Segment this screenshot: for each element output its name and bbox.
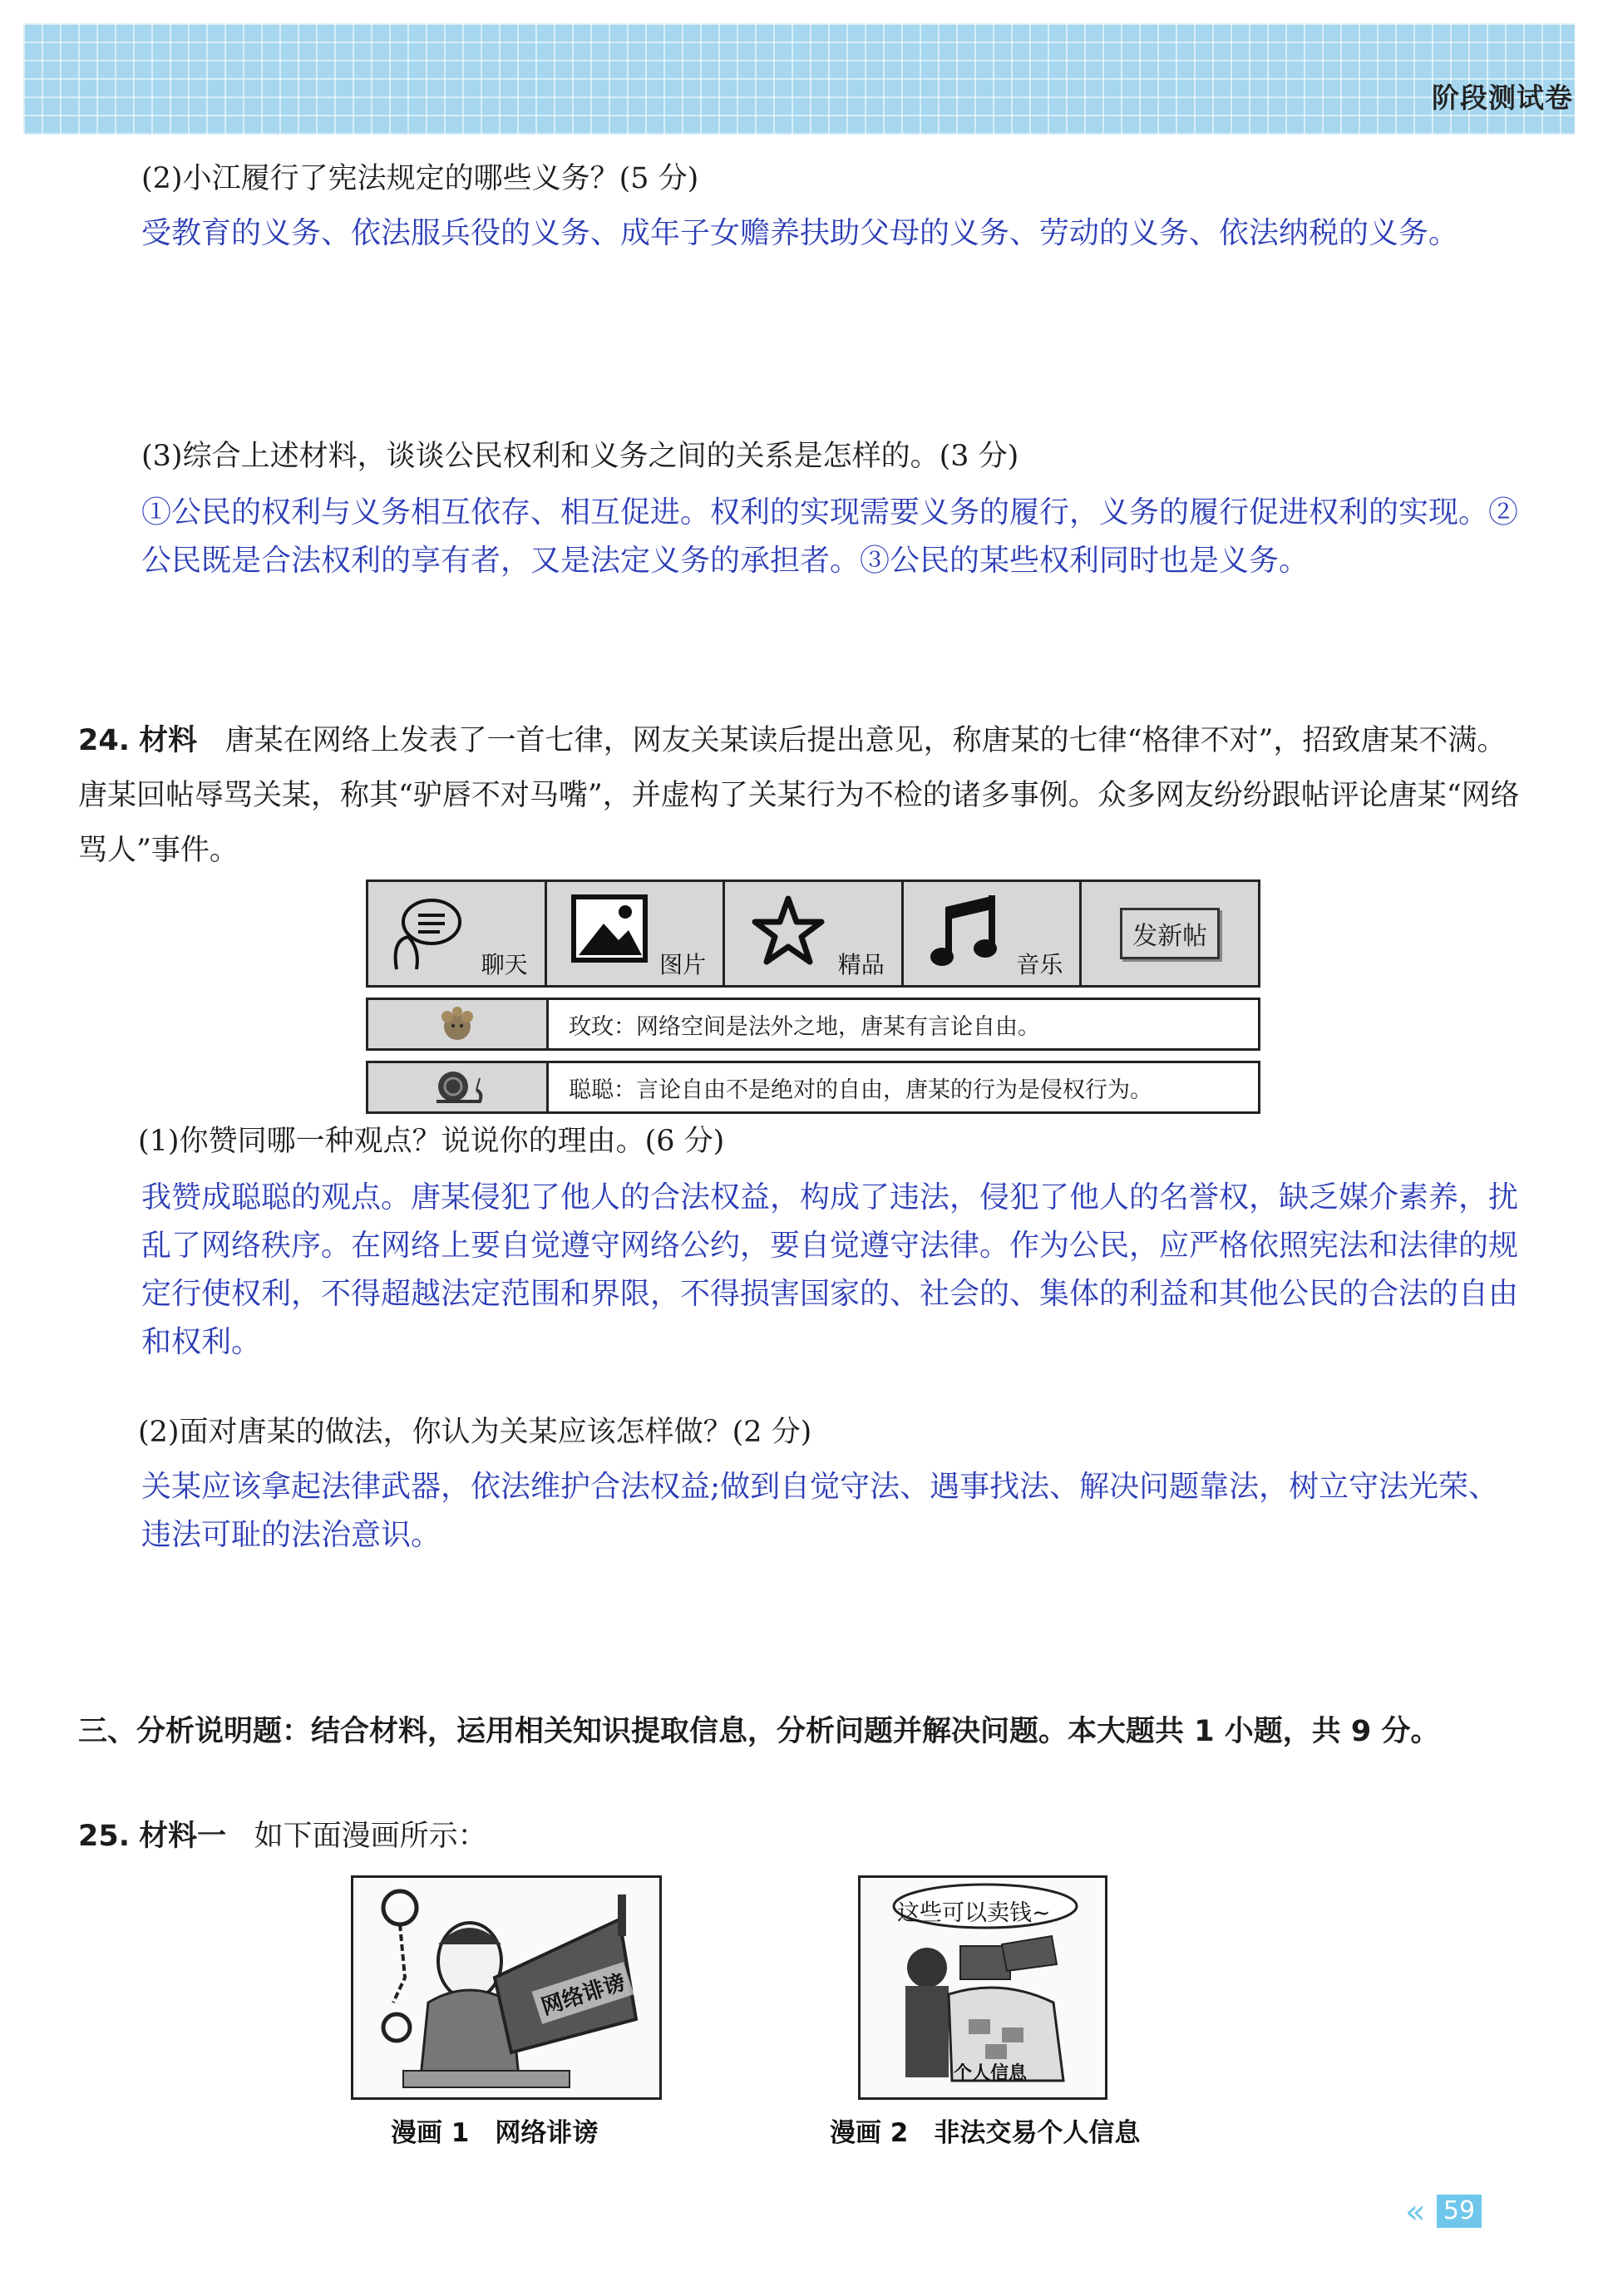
toolbar-featured[interactable] bbox=[725, 882, 904, 985]
toolbar-label-picture: 图片 bbox=[659, 951, 707, 978]
snail-avatar-icon bbox=[428, 1068, 486, 1106]
star-icon bbox=[750, 894, 826, 967]
picture-icon bbox=[570, 894, 650, 965]
q24-sub2-question: (2)面对唐某的做法，你认为关某应该怎样做？(2 分) bbox=[138, 1416, 812, 1449]
forum-message bbox=[366, 998, 1260, 1051]
q24-material bbox=[78, 713, 1525, 878]
q23-sub3-question: (3)综合上述材料，谈谈公民权利和义务之间的关系是怎样的。(3 分) bbox=[141, 440, 1019, 473]
toolbar-music[interactable] bbox=[904, 882, 1083, 985]
section3-heading: 三、分析说明题：结合材料，运用相关知识提取信息，分析问题并解决问题。本大题共 1 小题，共 9 分。 bbox=[78, 1715, 1440, 1748]
toolbar-label-featured: 精品 bbox=[837, 951, 885, 978]
forum-message bbox=[366, 1061, 1260, 1114]
section-label: 阶段测试卷 bbox=[1432, 81, 1573, 114]
toolbar-chat[interactable] bbox=[368, 882, 547, 985]
q24-sub1-answer: 我赞成聪聪的观点。唐某侵犯了他人的合法权益，构成了违法，侵犯了他人的名誉权，缺乏媒介素养，扰乱了网络秩序。在网络上要自觉遵守网络公约，要自觉遵守法律。作为公民，应严格依照宪法和法律的规定行使权利，不得超越法定范围和界限，不得损害国家的、社会的、集体的利益和其他公民的合法的自由和权利。 bbox=[141, 1180, 1519, 1359]
message-text: 聪聪：言论自由不是绝对的自由，唐某的行为是侵权行为。 bbox=[569, 1077, 1152, 1103]
music-note-icon bbox=[925, 890, 1002, 970]
cartoon-1-text: 网络诽谤 bbox=[532, 1962, 634, 2024]
q24-sub2-answer: 关某应该拿起法律武器，依法维护合法权益;做到自觉守法、遇事找法、解决问题靠法，树立守法光荣、违法可耻的法治意识。 bbox=[141, 1470, 1499, 1552]
q24-material-text: 唐某在网络上发表了一首七律，网友关某读后提出意见，称唐某的七律“格律不对”，招致唐某不满。唐某回帖辱骂关某，称其“驴唇不对马嘴”，并虚构了关某行为不检的诸多事例。众多网友纷纷跟帖评论唐某“网络骂人”事件。 bbox=[78, 724, 1520, 867]
q24-material-label: 材料 bbox=[139, 724, 198, 757]
cartoon-1 bbox=[351, 1875, 662, 2100]
q25-material-text: 如下面漫画所示： bbox=[254, 1820, 487, 1853]
toolbar-label-chat: 聊天 bbox=[481, 951, 528, 978]
toolbar-post bbox=[1082, 882, 1258, 985]
q24-number: 24. bbox=[78, 724, 131, 757]
q23-sub2-question: (2)小江履行了宪法规定的哪些义务？(5 分) bbox=[141, 162, 699, 195]
header-banner bbox=[23, 23, 1575, 135]
q24-sub1-question: (1)你赞同哪一种观点？说说你的理由。(6 分) bbox=[138, 1125, 725, 1158]
message-text: 玫玫：网络空间是法外之地，唐某有言论自由。 bbox=[569, 1013, 1040, 1040]
forum-toolbar bbox=[366, 879, 1260, 988]
q23-sub2-answer: 受教育的义务、依法服兵役的义务、成年子女赡养扶助父母的义务、劳动的义务、依法纳税的义务。 bbox=[141, 216, 1459, 250]
flower-avatar-icon bbox=[432, 1005, 482, 1043]
q25-material bbox=[78, 1817, 1525, 1855]
q23-sub3-answer: ①公民的权利与义务相互依存、相互促进。权利的实现需要义务的履行，义务的履行促进权利的实现。②公民既是合法权利的享有者，又是法定义务的承担者。③公民的某些权利同时也是义务。 bbox=[141, 495, 1519, 578]
cartoon-2-bag-label: 个人信息 bbox=[954, 2063, 1028, 2084]
chevron-left-icon: « bbox=[1405, 2193, 1426, 2231]
new-post-button[interactable]: 发新帖 bbox=[1120, 908, 1220, 959]
cartoon-1-caption: 漫画 1 网络诽谤 bbox=[391, 2118, 599, 2148]
cartoon-2-caption: 漫画 2 非法交易个人信息 bbox=[830, 2118, 1141, 2148]
forum-panel bbox=[366, 879, 1260, 1114]
chat-bubble-icon bbox=[380, 890, 471, 973]
q25-material-label: 材料一 bbox=[139, 1820, 227, 1853]
toolbar-picture[interactable] bbox=[547, 882, 726, 985]
q25-number: 25. bbox=[78, 1820, 131, 1853]
page-number: 59 bbox=[1437, 2195, 1482, 2228]
cartoon-2 bbox=[858, 1875, 1107, 2100]
toolbar-label-music: 音乐 bbox=[1016, 951, 1063, 978]
cartoon-2-speech: 这些可以卖钱~ bbox=[897, 1900, 1051, 1926]
